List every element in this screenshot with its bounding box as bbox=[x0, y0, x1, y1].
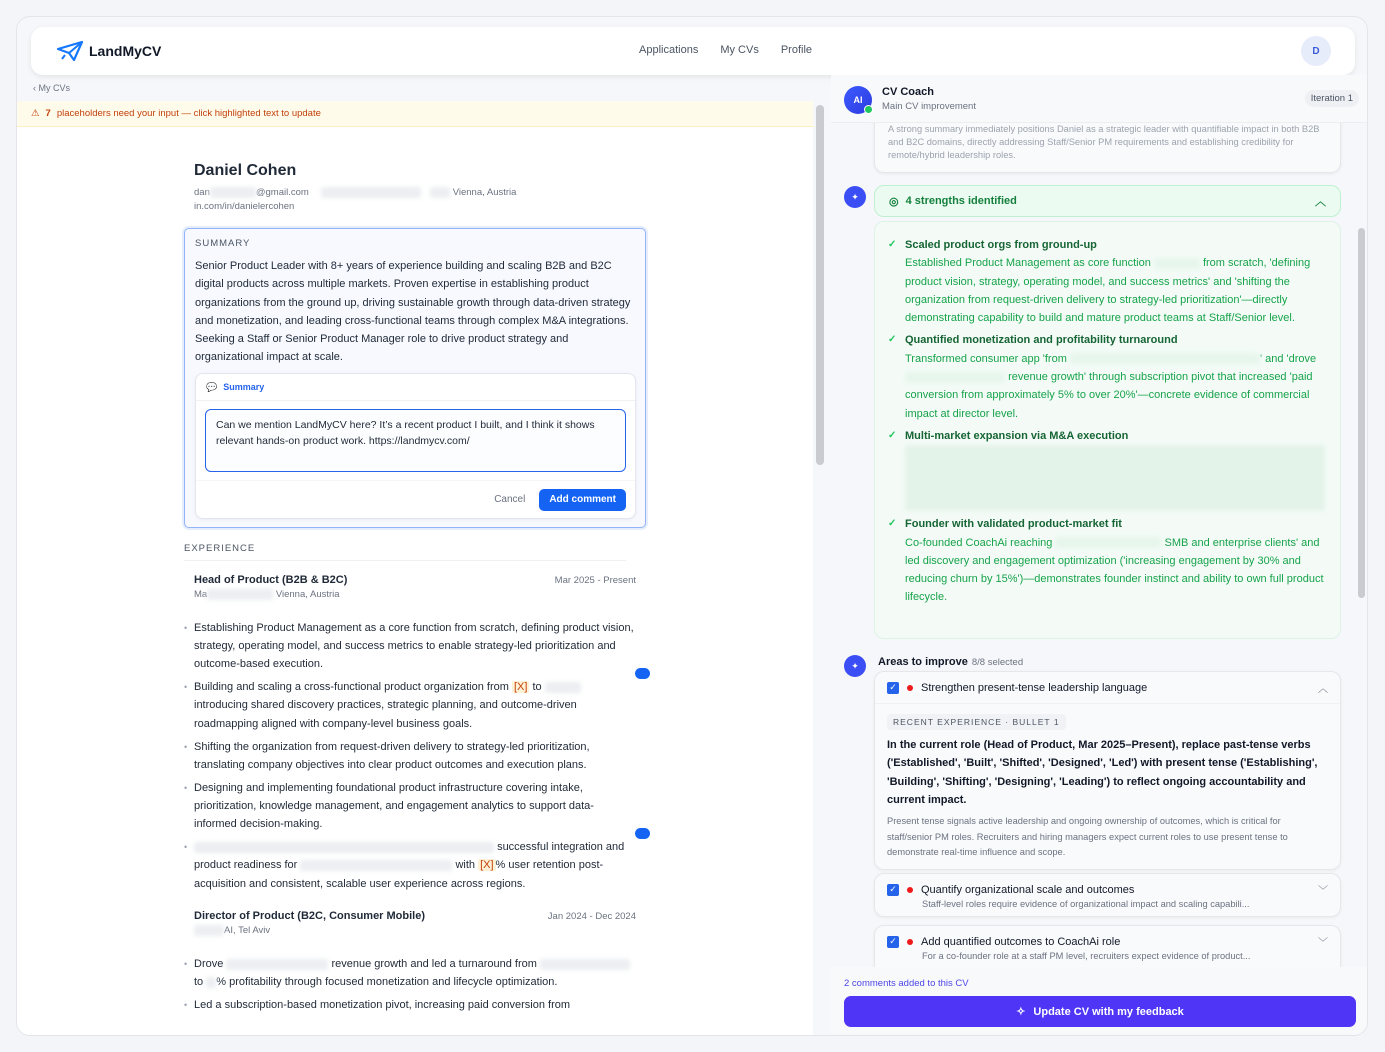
redacted bbox=[540, 959, 630, 970]
redacted bbox=[545, 682, 581, 693]
strengths-toggle[interactable]: ◎ 4 strengths identified ︿ bbox=[874, 185, 1341, 217]
placeholder[interactable]: [X] bbox=[513, 681, 528, 694]
check-circle-icon: ◎ bbox=[889, 195, 899, 208]
summary-section[interactable]: SUMMARY Senior Product Leader with 8+ years of experience building and scaling B2B and B2C digital products across multiple markets. Proven expertise in establishing product organizations from the ground up, driving sustainable growth through data-driven strategy and monetization, and leading cross-functional teams through complex M&A integrations. Seeking a Staff or Senior Product Manager role to drive product strategy and organizational impact at scale. 💬 Summary Can we mention LandMyCV here? It’s a recent product I built, and I think it shows relevant hands-on product work. https://landmycv.com/ Cancel Add comment bbox=[184, 228, 646, 528]
redacted bbox=[194, 925, 224, 936]
top-nav bbox=[31, 27, 1355, 75]
area-toggle[interactable]: ✓ Add quantified outcomes to CoachAi role ﹀ bbox=[875, 926, 1340, 957]
cancel-button[interactable]: Cancel bbox=[494, 493, 526, 505]
redacted bbox=[226, 959, 328, 970]
job-dates: Jan 2024 - Dec 2024 bbox=[547, 910, 636, 922]
comment-indicator-icon[interactable] bbox=[635, 668, 650, 679]
chevron-up-icon: ︿ bbox=[1315, 196, 1326, 208]
summary-text[interactable]: Senior Product Leader with 8+ years of experience building and scaling B2B and B2C digital products across multiple markets. Proven expertise in establishing product organizations from the ground up, driving sustainable growth through data-driven strategy and monetization, and leading cross-functional teams through complex M&A integrations. Seeking a Staff or Senior Product Manager role to drive product strategy and organizational impact at scale. bbox=[195, 260, 631, 364]
update-cv-button[interactable]: ✧ Update CV with my feedback bbox=[844, 996, 1356, 1027]
priority-dot-icon bbox=[907, 939, 913, 945]
chevron-down-icon: ﹀ bbox=[1318, 886, 1328, 897]
area-card: ✓ Quantify organizational scale and outcomes ﹀ Staff-level roles require evidence of organizational impact and scaling capabili... bbox=[874, 873, 1341, 917]
bullet[interactable]: • Led a subscription-based monetization pivot, increasing paid conversion from bbox=[194, 996, 636, 1014]
cv-scrollbar[interactable] bbox=[816, 105, 824, 465]
user-avatar[interactable]: D bbox=[1301, 36, 1331, 66]
job-title: Director of Product (B2C, Consumer Mobile) bbox=[194, 909, 426, 922]
bullet[interactable]: • successful integration and product readiness for with [X] % user retention post-acquisition and consistent, scalable user experience across regions. bbox=[194, 838, 636, 893]
app-name: LandMyCV bbox=[89, 43, 162, 59]
checkbox[interactable]: ✓ bbox=[887, 682, 899, 694]
area-card: ✓ Strengthen present-tense leadership language ︿ RECENT EXPERIENCE · BULLET 1 In the current role (Head of Product, Mar 2025–Present), replace past-tense verbs ('Established', 'Built', 'Shifted', 'Designed', 'Led') with present tense ('Establishing', 'Building', 'Shifting', 'Designing', 'Leading') to reflect ongoing accountability and current impact. Present tense signals active leadership and ongoing ownership of outcomes, which is critical for staff/senior PM roles. Recruiters and hiring managers expect current roles to use present tense to demonstrate real-time influence and scope. bbox=[874, 671, 1341, 870]
add-comment-button[interactable]: Add comment bbox=[539, 489, 626, 511]
iteration-badge: Iteration 1 bbox=[1305, 90, 1359, 107]
contact-line: dan @gmail.com Vienna, Austria in.com/in/danielercohen bbox=[194, 187, 517, 212]
comment-indicator-icon[interactable] bbox=[635, 828, 650, 839]
redacted bbox=[430, 187, 450, 198]
area-toggle[interactable]: ✓ Quantify organizational scale and outcomes ﹀ bbox=[875, 874, 1340, 905]
job-title: Head of Product (B2B & B2C) bbox=[194, 573, 348, 586]
back-link[interactable]: ‹ My CVs bbox=[33, 83, 70, 93]
nav-applications[interactable]: Applications bbox=[639, 44, 699, 56]
strengths-list: ✓ Scaled product orgs from ground-up Established Product Management as core function from scratch, 'defining product vision, strategy, operating model, and success metrics' and 'shifting the organization from request-driven delivery to strategy-led prioritization'—directly demonstrating capability to build and mature product teams at Staff/Senior level. ✓ Quantified monetization and profitability turnaround Transformed consumer app 'from ' and 'drove revenue growth' through subscription pivot that increased 'paid conversion from approximately 5% to over 20%'—concrete evidence of commercial impact at director level. ✓ Multi-market expansion via M&A execution ✓ Founder with validated product-market fit Co-founded CoachAi reaching SMB and enterprise clients' and led discovery and engagement optimization ('increasing engagement by 30% and reducing churn by 15%')—demonstrates founder instinct and ability to own full product lifecycle. bbox=[874, 221, 1341, 639]
placeholder[interactable]: [X] bbox=[480, 859, 494, 872]
coach-footer bbox=[831, 967, 1368, 1036]
bullet[interactable]: • Building and scaling a cross-functional product organization from [X] to introducing shared discovery practices, strategic planning, and outcome-driven roadmapping aligned with company-level business goals. bbox=[194, 678, 636, 733]
redacted bbox=[210, 187, 256, 198]
warning-icon: ⚠ bbox=[31, 108, 40, 119]
coach-scrollbar[interactable] bbox=[1358, 228, 1365, 598]
area-toggle[interactable]: ✓ Strengthen present-tense leadership language ︿ bbox=[875, 672, 1340, 703]
area-card: ✓ Add quantified outcomes to CoachAi role ﹀ For a co-founder role at a staff PM level, recruiters expect evidence of product... bbox=[874, 925, 1341, 967]
bullet[interactable]: • Designing and implementing foundational product infrastructure covering intake, prioritization, knowledge management, and engagement analytics to support data-informed decision-making. bbox=[194, 779, 636, 834]
comment-icon: 💬 bbox=[206, 381, 218, 392]
sparkle-icon: ✦ bbox=[844, 655, 866, 677]
checkbox[interactable]: ✓ bbox=[887, 884, 899, 896]
experience-heading: EXPERIENCE bbox=[184, 542, 626, 561]
sparkle-icon: ✧ bbox=[1016, 1006, 1026, 1018]
app-window bbox=[16, 16, 1368, 1036]
priority-dot-icon bbox=[907, 887, 913, 893]
areas-heading: Areas to improve 8/8 selected bbox=[878, 656, 1024, 668]
redacted bbox=[206, 977, 216, 988]
previous-message: A strong summary immediately positions Daniel as a strategic leader with quantifiable impact in both B2B and B2C domains, directly addressing Staff/Senior PM requirements and establishing credibility for remote/hybrid leadership roles. bbox=[874, 123, 1341, 173]
chevron-left-icon: ‹ bbox=[33, 83, 39, 93]
nav-my-cvs[interactable]: My CVs bbox=[720, 44, 759, 56]
coach-avatar: AI bbox=[844, 86, 872, 114]
logo[interactable] bbox=[57, 41, 161, 61]
checkbox[interactable]: ✓ bbox=[887, 936, 899, 948]
bullet[interactable]: • Shifting the organization from request-driven delivery to strategy-led prioritization, translating company objectives into clear product outcomes and execution plans. bbox=[194, 738, 636, 775]
job-bullets bbox=[194, 955, 636, 1014]
bullet[interactable]: • Drove revenue growth and led a turnaround from to % profitability through focused monetization and lifecycle optimization. bbox=[194, 955, 636, 992]
sparkle-icon: ✦ bbox=[844, 186, 866, 208]
cv-name: Daniel Cohen bbox=[194, 162, 297, 179]
priority-dot-icon bbox=[907, 685, 913, 691]
coach-header: AI CV Coach Main CV improvement Iteration 1 bbox=[831, 75, 1368, 123]
paper-plane-icon bbox=[57, 41, 83, 61]
redacted bbox=[905, 445, 1325, 511]
placeholder-banner: ⚠ 7 placeholders need your input — click highlighted text to update bbox=[17, 101, 813, 127]
redacted bbox=[300, 860, 452, 871]
redacted bbox=[321, 187, 421, 198]
online-status-icon bbox=[864, 105, 873, 114]
chevron-down-icon: ﹀ bbox=[1318, 938, 1328, 949]
redacted bbox=[194, 842, 494, 853]
bullet[interactable]: • Establishing Product Management as a core function from scratch, defining product vision, strategy, operating model, and success metrics to enable strategy-led prioritization and outcome-based execution. bbox=[194, 619, 636, 674]
comment-input[interactable]: Can we mention LandMyCV here? It’s a recent product I built, and I think it shows relevant hands-on product work. https://landmycv.com/ bbox=[205, 409, 626, 472]
coach-panel bbox=[831, 75, 1368, 1036]
nav-profile[interactable]: Profile bbox=[780, 44, 813, 56]
redacted bbox=[207, 589, 273, 600]
comments-count[interactable]: 2 comments added to this CV bbox=[844, 978, 969, 989]
chevron-up-icon: ︿ bbox=[1318, 684, 1328, 695]
cv-preview-pane bbox=[17, 101, 813, 1036]
comment-popover: 💬 Summary Can we mention LandMyCV here? It’s a recent product I built, and I think it shows relevant hands-on product work. https://landmycv.com/ Cancel Add comment bbox=[195, 373, 636, 519]
cv-document: Daniel Cohen dan @gmail.com Vienna, Austria in.com/in/danielercohen SUMMARY Senior Product Leader with 8+ years of experience building and scaling B2B and B2C digital products across multiple markets. Proven expertise in establishing product organizations from the ground up, driving sustainable growth through data-driven strategy and monetization, and leading cross-functional teams through complex M&A integrations. Seeking a Staff or Senior Product Manager role to drive product strategy and organizational impact at scale. 💬 Summary Can we mention LandMyCV here? It’s a recent product I built, and I think it shows relevant hands-on product work. https://landmycv.com/ Cancel Add comment EXPERIENCE Head of Product (B2B & B2C) Mar 2025 - Present Ma Vienna, Austria • Establishing Product Management as a core function from scratch, defining product vision, strategy, operating model, and success metrics to enable strategy-led prioritization and outcome-based execution. • Building and scaling a cross-functional product organization from [X] to introducing shared discovery practices, strategic planning, and outcome-driven roadmapping aligned with company-level business goals. • Shifting the organization from request-driven delivery to strategy-led prioritization, translating company objectives into clear product outcomes and execution plans. • Designing and implementing foundational product infrastructure covering intake, prioritization, knowledge management, and engagement analytics to support data-informed decision-making. • successful integration and product readiness for with [X] % user retention post-acquisition and consistent, scalable user experience across regions. Director of Product (B2C, Consumer Mobile) Jan 2024 - Dec 2024 AI, Tel Aviv • Drove revenue growth and led a turnaround from to % profitability through focused monetization and lifecycle optimization. • Led a subscription-based monetization pivot, increasing paid conversion from bbox=[194, 161, 636, 1019]
coach-feed bbox=[831, 123, 1368, 967]
job-bullets bbox=[194, 619, 636, 893]
job-dates: Mar 2025 - Present bbox=[554, 574, 636, 586]
